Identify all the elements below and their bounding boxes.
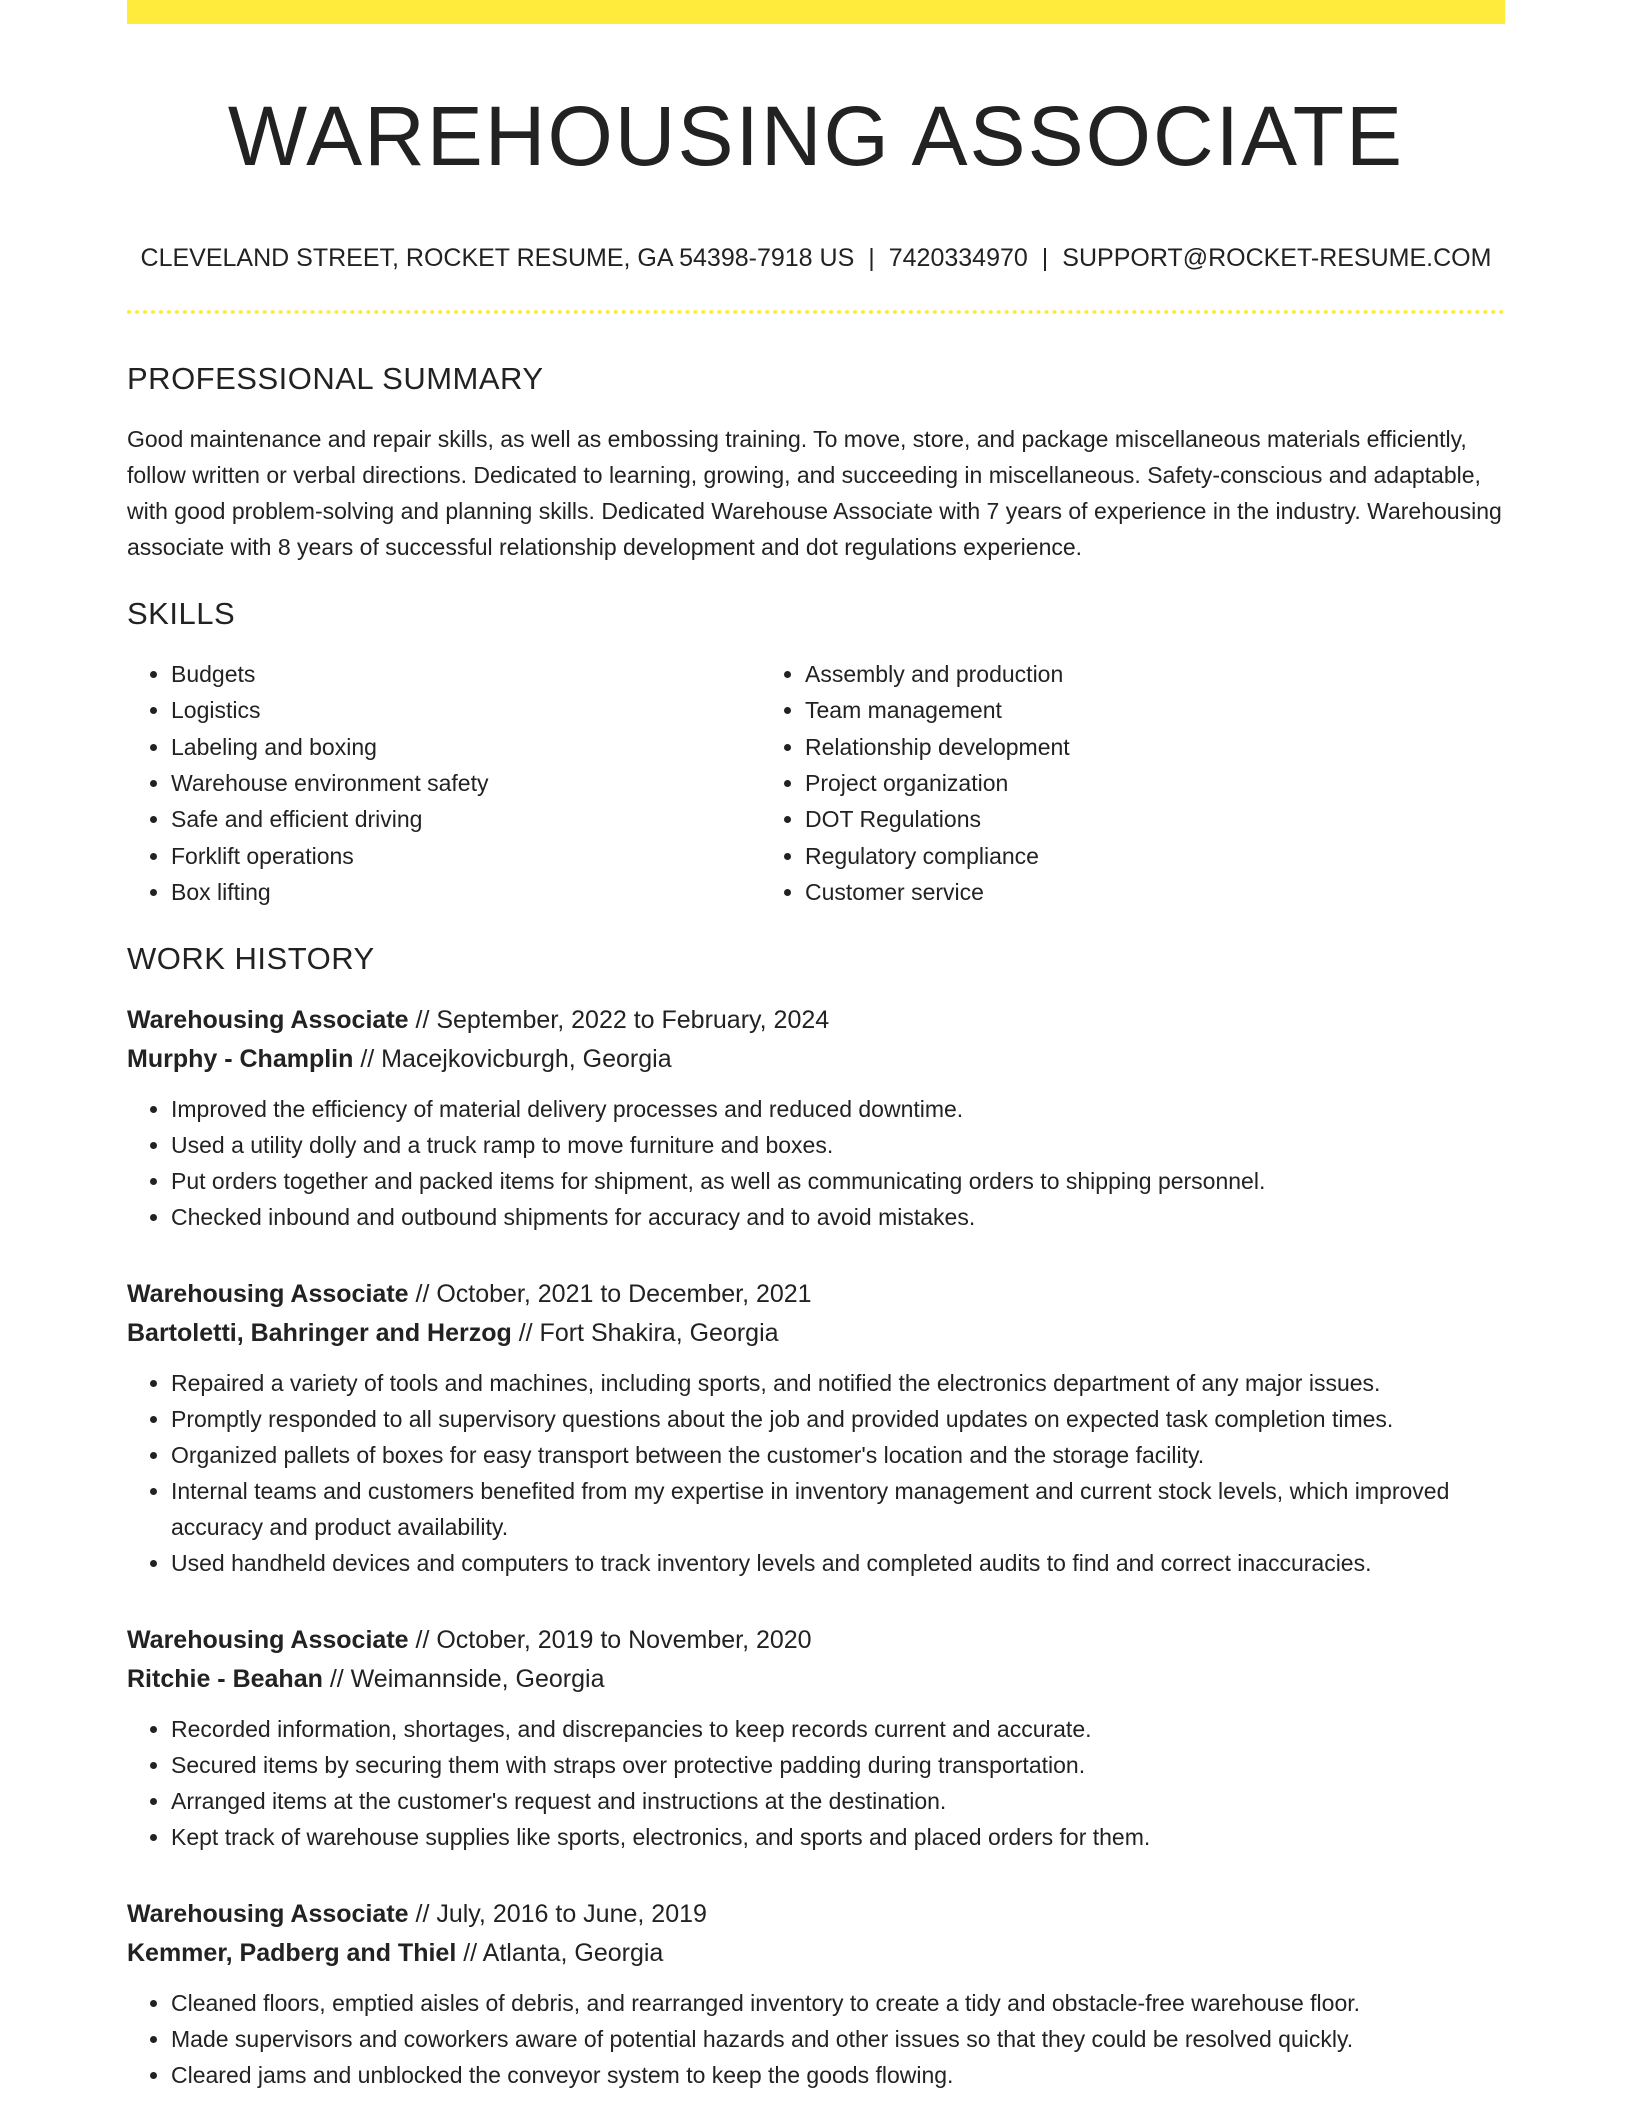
job-entry	[127, 1001, 1505, 1235]
contact-line	[127, 243, 1505, 273]
job-dates: // October, 2019 to November, 2020	[408, 1626, 812, 1655]
job-bullet: • Used a utility dolly and a truck ramp to move furniture and boxes.	[171, 1127, 1505, 1163]
job-title: Warehousing Associate	[127, 1006, 409, 1035]
job-title-line	[127, 1621, 1505, 1660]
skill-item: • Assembly and production	[805, 656, 1439, 692]
job-title-line	[127, 1001, 1505, 1040]
job-bullet: • Recorded information, shortages, and discrepancies to keep records current and accurate.	[171, 1711, 1505, 1747]
job-dates: // July, 2016 to June, 2019	[408, 1900, 707, 1929]
contact-address: CLEVELAND STREET, ROCKET RESUME, GA 54398-7918 US	[140, 243, 855, 272]
contact-email: SUPPORT@ROCKET-RESUME.COM	[1062, 243, 1492, 272]
job-dates: // September, 2022 to February, 2024	[408, 1006, 830, 1035]
job-bullets	[127, 1365, 1505, 1581]
job-title-line	[127, 1275, 1505, 1314]
job-bullet: • Repaired a variety of tools and machines, including sports, and notified the electronics department of any major issues.	[171, 1365, 1505, 1401]
skills-column-right	[761, 656, 1439, 910]
summary-text: Good maintenance and repair skills, as well as embossing training. To move, store, and package miscellaneous materials efficiently, follow written or verbal directions. Dedicated to learning, growing, and succeeding in miscellaneous. Safety-conscious and adaptable, with good problem-solving and planning skills. Dedicated Warehouse Associate with 7 years of experience in the industry. Warehousing associate with 8 years of successful relationship development and dot regulations experience.	[127, 425, 1502, 560]
skill-item: • Regulatory compliance	[805, 838, 1439, 874]
skill-item: • Budgets	[171, 656, 761, 692]
job-company-line	[127, 1934, 1505, 1973]
job-entry	[127, 1621, 1505, 1855]
skill-item: • Relationship development	[805, 729, 1439, 765]
job-bullet: • Arranged items at the customer's request and instructions at the destination.	[171, 1783, 1505, 1819]
accent-top-bar	[127, 0, 1505, 24]
job-entry	[127, 1275, 1505, 1581]
contact-separator: |	[1041, 243, 1049, 272]
skills-column-left	[127, 656, 761, 910]
job-bullet: • Internal teams and customers benefited from my expertise in inventory management and current stock levels, which improved accuracy and product availability.	[171, 1473, 1505, 1545]
job-bullet: • Made supervisors and coworkers aware of potential hazards and other issues so that they could be resolved quickly.	[171, 2021, 1505, 2057]
job-bullet: • Checked inbound and outbound shipments for accuracy and to avoid mistakes.	[171, 1199, 1505, 1235]
skill-item: • Forklift operations	[171, 838, 761, 874]
job-company: Ritchie - Beahan	[127, 1665, 323, 1694]
job-location: // Atlanta, Georgia	[456, 1939, 664, 1968]
job-bullet: • Promptly responded to all supervisory questions about the job and provided updates on expected task completion times.	[171, 1401, 1505, 1437]
dotted-divider	[127, 310, 1505, 314]
job-bullet: • Put orders together and packed items for shipment, as well as communicating orders to shipping personnel.	[171, 1163, 1505, 1199]
job-location: // Fort Shakira, Georgia	[511, 1319, 779, 1348]
contact-separator: |	[868, 243, 875, 272]
work-history-heading: WORK HISTORY	[127, 941, 375, 977]
job-bullet: • Cleaned floors, emptied aisles of debris, and rearranged inventory to create a tidy and obstacle-free warehouse floor.	[171, 1985, 1505, 2021]
skill-item: • Safe and efficient driving	[171, 801, 761, 837]
job-entry	[127, 1895, 1505, 2093]
job-bullet: • Kept track of warehouse supplies like sports, electronics, and sports and placed orders for them.	[171, 1819, 1505, 1855]
skills-heading: SKILLS	[127, 595, 236, 631]
job-bullets	[127, 1985, 1505, 2093]
skill-item: • Customer service	[805, 874, 1439, 910]
job-title: Warehousing Associate	[127, 1626, 409, 1655]
job-bullet: • Cleared jams and unblocked the conveyor system to keep the goods flowing.	[171, 2057, 1505, 2093]
job-bullets	[127, 1091, 1505, 1235]
job-company-line	[127, 1660, 1505, 1699]
job-bullet: • Used handheld devices and computers to track inventory levels and completed audits to find and correct inaccuracies.	[171, 1545, 1505, 1581]
job-bullets	[127, 1711, 1505, 1855]
skill-item: • Box lifting	[171, 874, 761, 910]
job-bullet: • Improved the efficiency of material delivery processes and reduced downtime.	[171, 1091, 1505, 1127]
job-company: Murphy - Champlin	[127, 1045, 354, 1074]
skills-list	[127, 656, 1505, 910]
contact-phone: 7420334970	[888, 243, 1028, 272]
skill-item: • Warehouse environment safety	[171, 765, 761, 801]
resume-page	[127, 0, 1505, 2093]
job-title: Warehousing Associate	[127, 1280, 409, 1309]
job-dates: // October, 2021 to December, 2021	[408, 1280, 812, 1309]
job-bullet: • Organized pallets of boxes for easy transport between the customer's location and the storage facility.	[171, 1437, 1505, 1473]
skill-item: • Labeling and boxing	[171, 729, 761, 765]
skill-item: • DOT Regulations	[805, 801, 1439, 837]
summary-heading: PROFESSIONAL SUMMARY	[127, 360, 544, 396]
job-company-line	[127, 1314, 1505, 1353]
skill-item: • Project organization	[805, 765, 1439, 801]
job-location: // Weimannside, Georgia	[322, 1665, 605, 1694]
resume-title: WAREHOUSING ASSOCIATE	[227, 89, 1405, 183]
job-title: Warehousing Associate	[127, 1900, 409, 1929]
skill-item: • Logistics	[171, 692, 761, 728]
job-company: Bartoletti, Bahringer and Herzog	[127, 1319, 512, 1348]
job-bullet: • Secured items by securing them with straps over protective padding during transportation.	[171, 1747, 1505, 1783]
job-company: Kemmer, Padberg and Thiel	[127, 1939, 457, 1968]
job-location: // Macejkovicburgh, Georgia	[353, 1045, 672, 1074]
skill-item: • Team management	[805, 692, 1439, 728]
job-title-line	[127, 1895, 1505, 1934]
job-company-line	[127, 1040, 1505, 1079]
